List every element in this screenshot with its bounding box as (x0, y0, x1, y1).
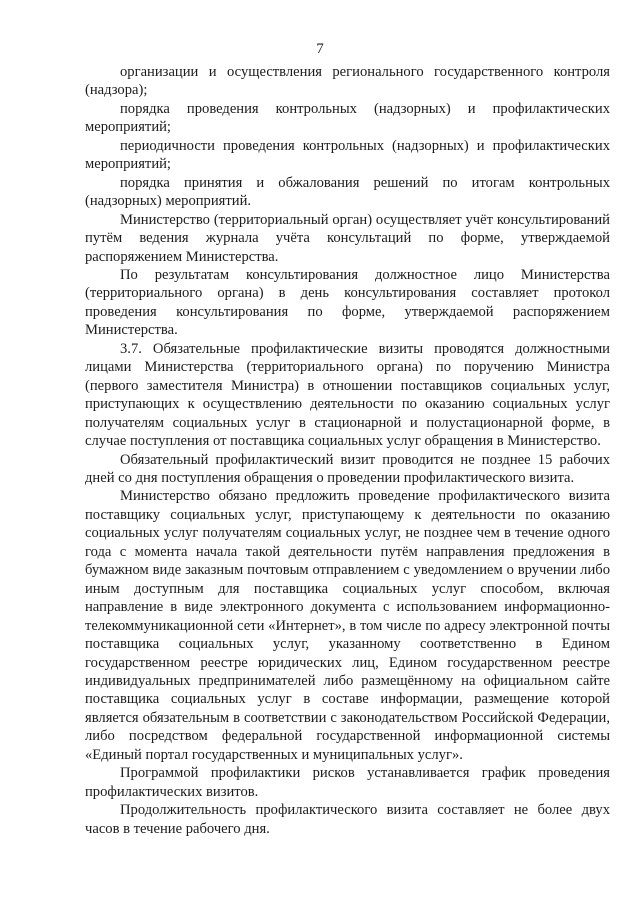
paragraph-9: Министерство обязано предложить проведение профилактического визита поставщику социальных услуг, приступающему к деятельности по оказанию социальных услуг получателям социальных услуг, не позднее чем в течение одного года с момента начала такой деятельности путём направления предложения в бумажном виде заказным почтовым отправлением с уведомлением о вручении либо иным доступным для поставщика социальных услуг способом, включая направление в виде электронного документа с использованием информационно-телекоммуникационной сети «Интернет», в том числе по адресу электронной почты поставщика социальных услуг, указанному соответственно в Едином государственном реестре юридических лиц, Едином государственном реестре индивидуальных предпринимателей либо размещённому на официальном сайте поставщика социальных услуг в составе информации, размещение которой является обязательным в соответствии с законодательством Российской Федерации, либо посредством федеральной государственной информационной системы «Единый портал государственных и муниципальных услуг». (85, 488, 610, 763)
paragraph-6: По результатам консультирования должностное лицо Министерства (территориального органа) в день консультирования составляет протокол проведения консультирования по форме, утверждаемой распоряжением Министерства. (85, 266, 610, 339)
paragraph-5: Министерство (территориальный орган) осуществляет учёт консультирований путём ведения журнала учёта консультаций по форме, утверждаемой распоряжением Министерства. (85, 211, 610, 265)
paragraph-1: организации и осуществления регионального государственного контроля (надзора); (85, 64, 610, 99)
paragraph-3: периодичности проведения контрольных (надзорных) и профилактических мероприятий; (85, 137, 610, 173)
paragraph-10: Программой профилактики рисков устанавливается график проведения профилактических визитов. (85, 765, 610, 800)
paragraph-7: 3.7. Обязательные профилактические визиты проводятся должностными лицами Министерства (территориального органа) по поручению Министра (первого заместителя Министра) в отношении поставщиков социальных услуг, приступающих к осуществлению деятельности по оказанию социальных услуг получателям социальных услуг в стационарной и полустационарной форме, в случае поступления от поставщика социальных услуг обращения в Министерство. (85, 340, 610, 450)
paragraph-4: порядка принятия и обжалования решений по итогам контрольных (надзорных) мероприятий. (85, 174, 610, 210)
document-body (85, 63, 610, 838)
page-number: 7 (316, 41, 324, 57)
paragraph-11: Продолжительность профилактического визита составляет не более двух часов в течение рабочего дня. (85, 802, 610, 837)
paragraph-8: Обязательный профилактический визит проводится не позднее 15 рабочих дней со дня поступления обращения о проведении профилактического визита. (85, 451, 610, 486)
paragraph-2: порядка проведения контрольных (надзорных) и профилактических мероприятий; (85, 100, 610, 136)
